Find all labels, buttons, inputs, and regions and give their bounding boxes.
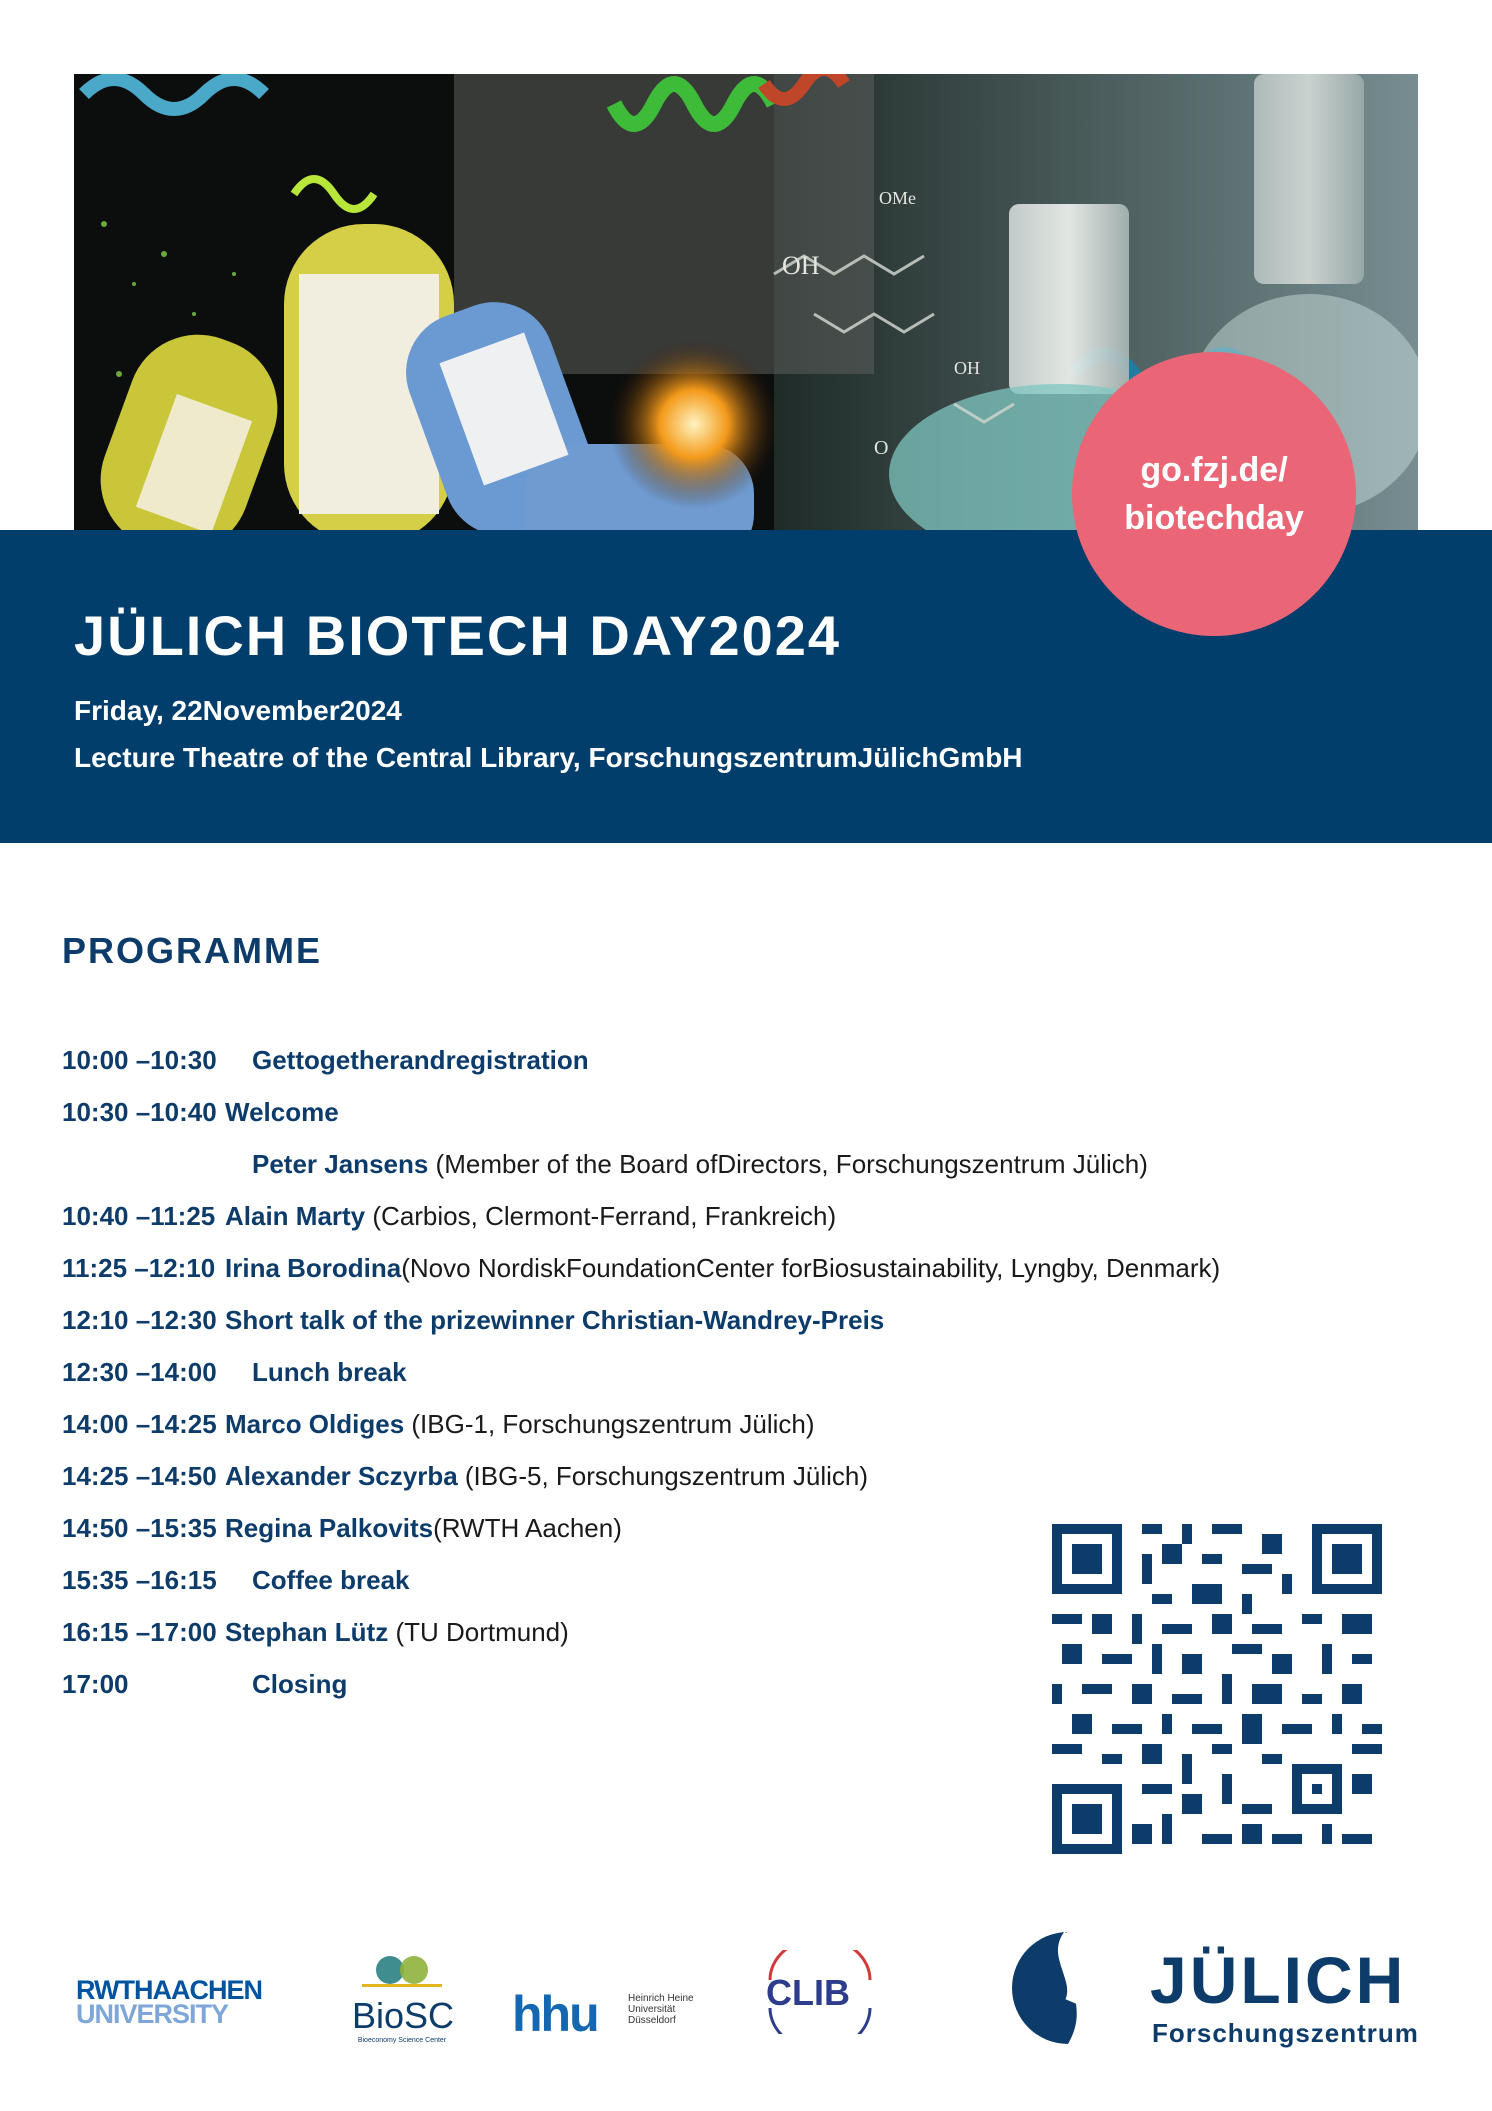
clib-logo[interactable] [762, 1950, 874, 2034]
schedule-entry [225, 1248, 1220, 1288]
schedule-name: Alexander Sczyrba [225, 1461, 458, 1491]
schedule-entry [252, 1144, 1148, 1184]
schedule-row [62, 1248, 1362, 1300]
url-line-1: go.fzj.de/ [1140, 451, 1288, 489]
julich-logo[interactable] [1006, 1926, 1426, 2046]
schedule-name: Lunch break [252, 1357, 407, 1387]
julich-logo-text: JÜLICH [1150, 1943, 1407, 2017]
schedule-detail: (RWTH Aachen) [433, 1513, 622, 1543]
biosc-logo-subtext: Bioeconomy Science Center [357, 2037, 447, 2044]
schedule-entry [252, 1664, 347, 1704]
schedule-entry [225, 1300, 884, 1340]
schedule-entry [225, 1612, 569, 1652]
hhu-logo-text: hhu [512, 1986, 598, 2042]
schedule-detail: (Member of the Board ofDirectors, Forschungszentrum Jülich) [428, 1149, 1148, 1179]
schedule-name: Marco Oldiges [225, 1409, 405, 1439]
schedule-time: 14:00 –14:25 [62, 1409, 217, 1439]
schedule-entry [225, 1508, 622, 1548]
schedule-time: 10:30 –10:40 [62, 1097, 217, 1127]
schedule-row [62, 1092, 1362, 1144]
schedule-entry [225, 1196, 836, 1236]
rwth-logo[interactable] [76, 1975, 276, 2029]
hero-formula-oh-2: OH [954, 358, 980, 378]
schedule-row [62, 1404, 1362, 1456]
schedule-name: Peter Jansens [252, 1149, 429, 1179]
schedule-row [62, 1456, 1362, 1508]
schedule-name: Stephan Lütz [225, 1617, 389, 1647]
schedule-entry [225, 1092, 339, 1132]
schedule-time: 12:10 –12:30 [62, 1305, 217, 1335]
schedule-time: 12:30 –14:00 [62, 1357, 217, 1387]
schedule-time: 10:00 –10:30 [62, 1045, 217, 1075]
schedule-entry [225, 1404, 815, 1444]
schedule-row [62, 1352, 1362, 1404]
url-line-2: biotechday [1124, 499, 1304, 537]
event-title: JÜLICH BIOTECH DAY2024 [74, 604, 842, 667]
julich-logo-subtext: Forschungszentrum [1152, 2018, 1419, 2048]
schedule-name: Alain Marty [225, 1201, 366, 1231]
schedule-row [62, 1300, 1362, 1352]
schedule-time: 11:25 –12:10 [62, 1253, 216, 1283]
schedule-name: Gettogetherandregistration [252, 1045, 589, 1075]
schedule-time: 16:15 –17:00 [62, 1617, 217, 1647]
schedule-detail: (TU Dortmund) [388, 1617, 569, 1647]
schedule-name: Coffee break [252, 1565, 410, 1595]
schedule-entry [225, 1456, 868, 1496]
schedule-time: 14:50 –15:35 [62, 1513, 217, 1543]
rwth-logo-line-1: RWTHAACHEN [76, 1975, 262, 2005]
schedule-name: Closing [252, 1669, 348, 1699]
schedule-detail: (IBG-1, Forschungszentrum Jülich) [404, 1409, 815, 1439]
hero-formula-o: O [874, 437, 889, 459]
event-date: Friday, 22November2024 [74, 695, 402, 726]
julich-emblem-icon [1006, 1926, 1136, 2046]
schedule-detail: (Carbios, Clermont-Ferrand, Frankreich) [365, 1201, 837, 1231]
event-venue: Lecture Theatre of the Central Library, ForschungszentrumJülichGmbH [74, 742, 1023, 773]
schedule-time: 10:40 –11:25 [62, 1201, 216, 1231]
rwth-logo-line-2: UNIVERSITY [76, 1999, 229, 2029]
hhu-logo[interactable] [512, 1985, 694, 2043]
schedule-time: 15:35 –16:15 [62, 1565, 217, 1595]
clib-logo-text: CLIB [766, 1972, 850, 2013]
schedule-name: Irina Borodina [225, 1253, 402, 1283]
schedule-time: 14:25 –14:50 [62, 1461, 217, 1491]
partner-logos [0, 1900, 1492, 2080]
schedule-entry [252, 1352, 407, 1392]
qr-code[interactable] [1052, 1524, 1382, 1854]
schedule-detail: (Novo NordiskFoundationCenter forBiosustainability, Lyngby, Denmark) [401, 1253, 1221, 1283]
schedule-name: Regina Palkovits [225, 1513, 434, 1543]
schedule-name: Welcome [225, 1097, 339, 1127]
biosc-emblem-icon [352, 1950, 452, 1990]
schedule-detail: (IBG-5, Forschungszentrum Jülich) [457, 1461, 869, 1491]
programme-heading: PROGRAMME [62, 930, 322, 971]
hero-formula-oh: OH [782, 251, 820, 280]
schedule-time: 17:00 [62, 1669, 129, 1699]
biosc-logo-text: BioSC [352, 1995, 455, 2036]
hero-formula-ome: OMe [879, 188, 916, 208]
schedule-row [62, 1040, 1362, 1092]
url-badge[interactable] [1072, 352, 1356, 636]
schedule-row [62, 1196, 1362, 1248]
schedule-row [62, 1144, 1362, 1196]
schedule-entry [252, 1040, 589, 1080]
biosc-logo[interactable] [352, 1950, 455, 2044]
schedule-entry [252, 1560, 410, 1600]
hhu-logo-subtext: Heinrich Heine Universität Düsseldorf [628, 1993, 694, 2026]
schedule-name: Short talk of the prizewinner Christian-Wandrey-Preis [225, 1305, 885, 1335]
